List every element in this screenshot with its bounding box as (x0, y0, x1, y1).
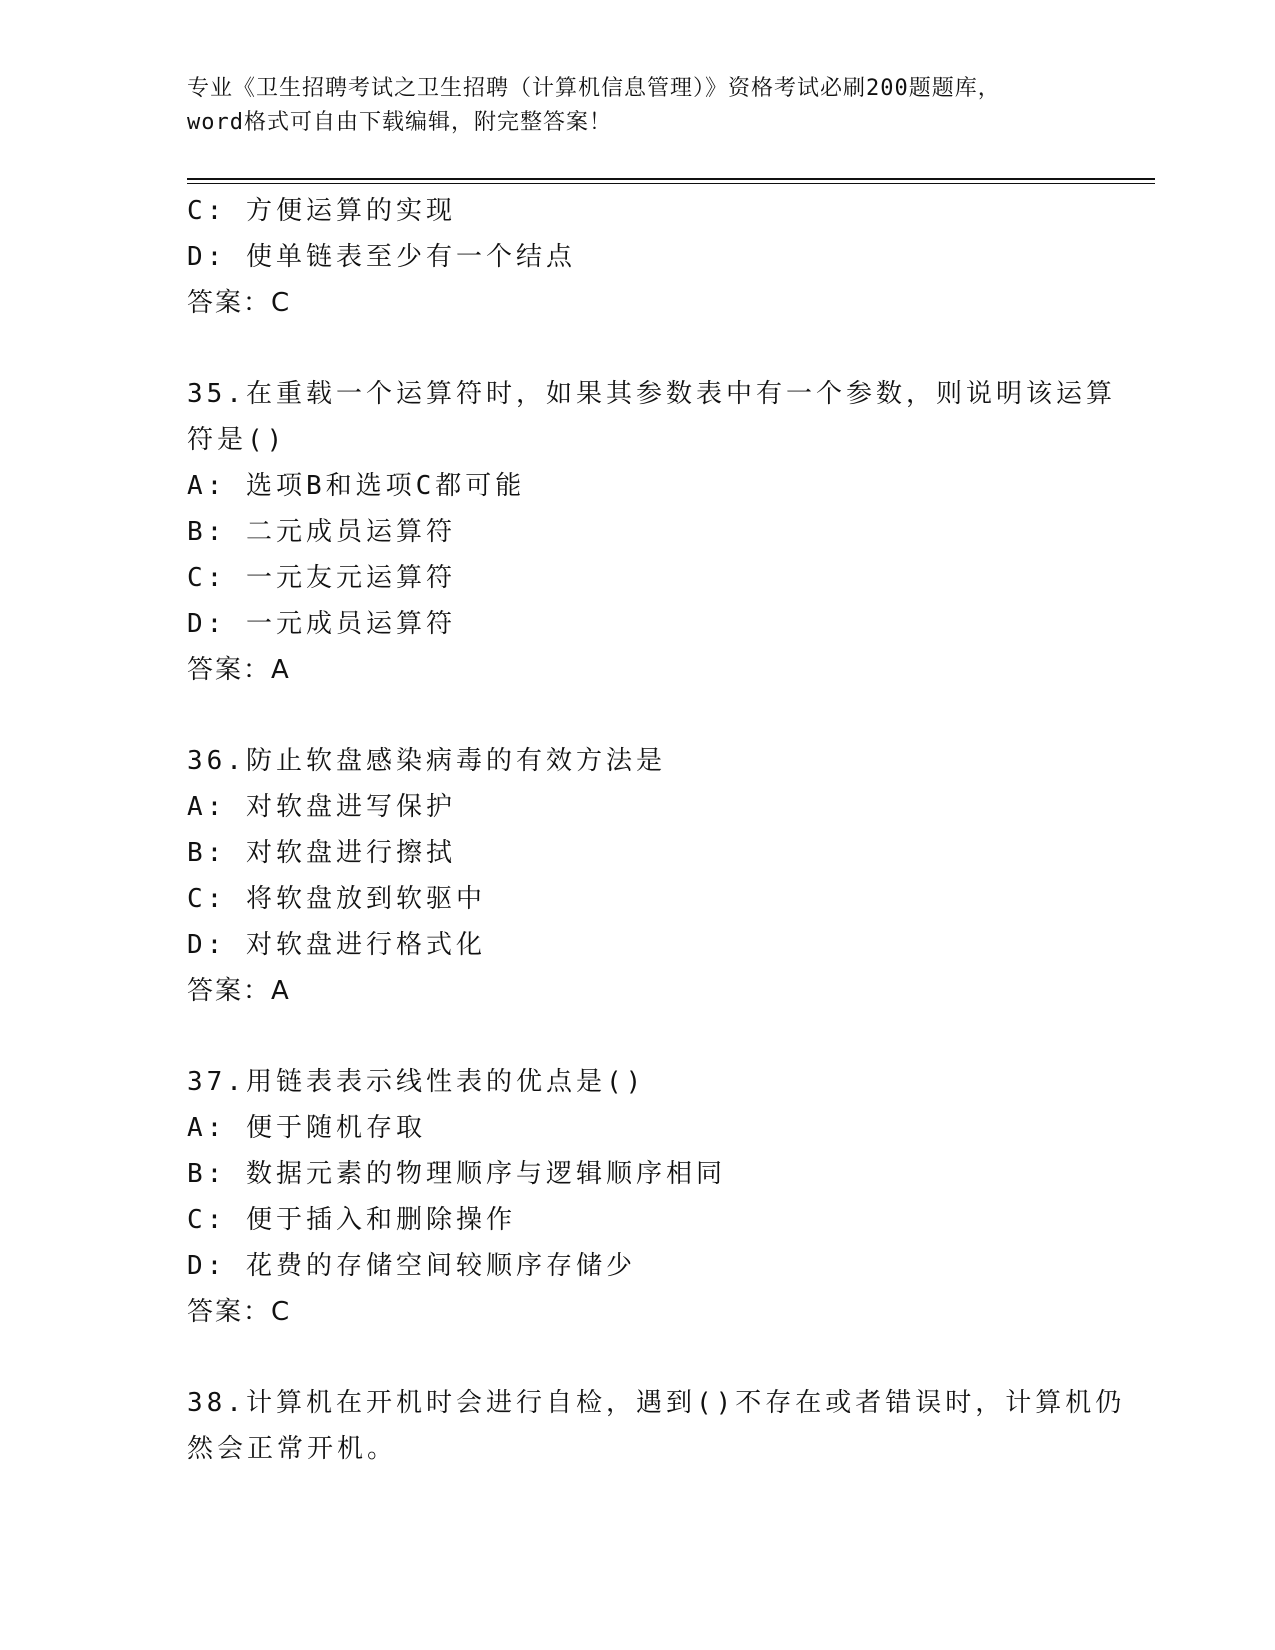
header-rule-thick (187, 178, 1155, 180)
question-title: 37.用链表表示线性表的优点是() (187, 1067, 646, 1097)
option-d: D: 花费的存储空间较顺序存储少 (187, 1251, 636, 1281)
question-title: 36.防止软盘感染病毒的有效方法是 (187, 746, 666, 776)
spacer (187, 1335, 1087, 1380)
question-title: 38.计算机在开机时会进行自检，遇到()不存在或者错误时，计算机仍 (187, 1388, 1126, 1418)
option-d: D: 对软盘进行格式化 (187, 930, 486, 960)
question-36 (187, 738, 1087, 1014)
option-c: C: 将软盘放到软驱中 (187, 884, 486, 914)
spacer (187, 1014, 1087, 1059)
answer: 答案：A (187, 976, 291, 1006)
spacer (187, 326, 1087, 371)
partial-question (187, 188, 1087, 326)
option-c: C: 一元友元运算符 (187, 563, 456, 593)
option-b: B: 数据元素的物理顺序与逻辑顺序相同 (187, 1159, 726, 1189)
option-d: D: 使单链表至少有一个结点 (187, 242, 576, 272)
option-d: D: 一元成员运算符 (187, 609, 456, 639)
option-c: C: 方便运算的实现 (187, 196, 456, 226)
option-b: B: 二元成员运算符 (187, 517, 456, 547)
option-a: A: 便于随机存取 (187, 1113, 426, 1143)
option-a: A: 选项B和选项C都可能 (187, 471, 526, 501)
option-c: C: 便于插入和删除操作 (187, 1205, 516, 1235)
header-rule-thin (187, 183, 1155, 184)
spacer (187, 693, 1087, 738)
question-title: 35.在重载一个运算符时，如果其参数表中有一个参数，则说明该运算 (187, 379, 1116, 409)
question-title-cont: 然会正常开机。 (187, 1434, 398, 1464)
document-header (187, 72, 1087, 140)
option-b: B: 对软盘进行擦拭 (187, 838, 456, 868)
answer: 答案：A (187, 655, 291, 685)
question-title-cont: 符是() (187, 425, 287, 455)
question-37 (187, 1059, 1087, 1335)
answer: 答案：C (187, 288, 292, 318)
question-35 (187, 371, 1116, 693)
question-content (187, 188, 1126, 1472)
header-line-1: 专业《卫生招聘考试之卫生招聘（计算机信息管理）》资格考试必刷200题题库， (187, 76, 1001, 101)
question-38 (187, 1380, 1126, 1472)
option-a: A: 对软盘进写保护 (187, 792, 456, 822)
header-line-2: word格式可自由下载编辑，附完整答案！ (187, 110, 612, 135)
answer: 答案：C (187, 1297, 292, 1327)
